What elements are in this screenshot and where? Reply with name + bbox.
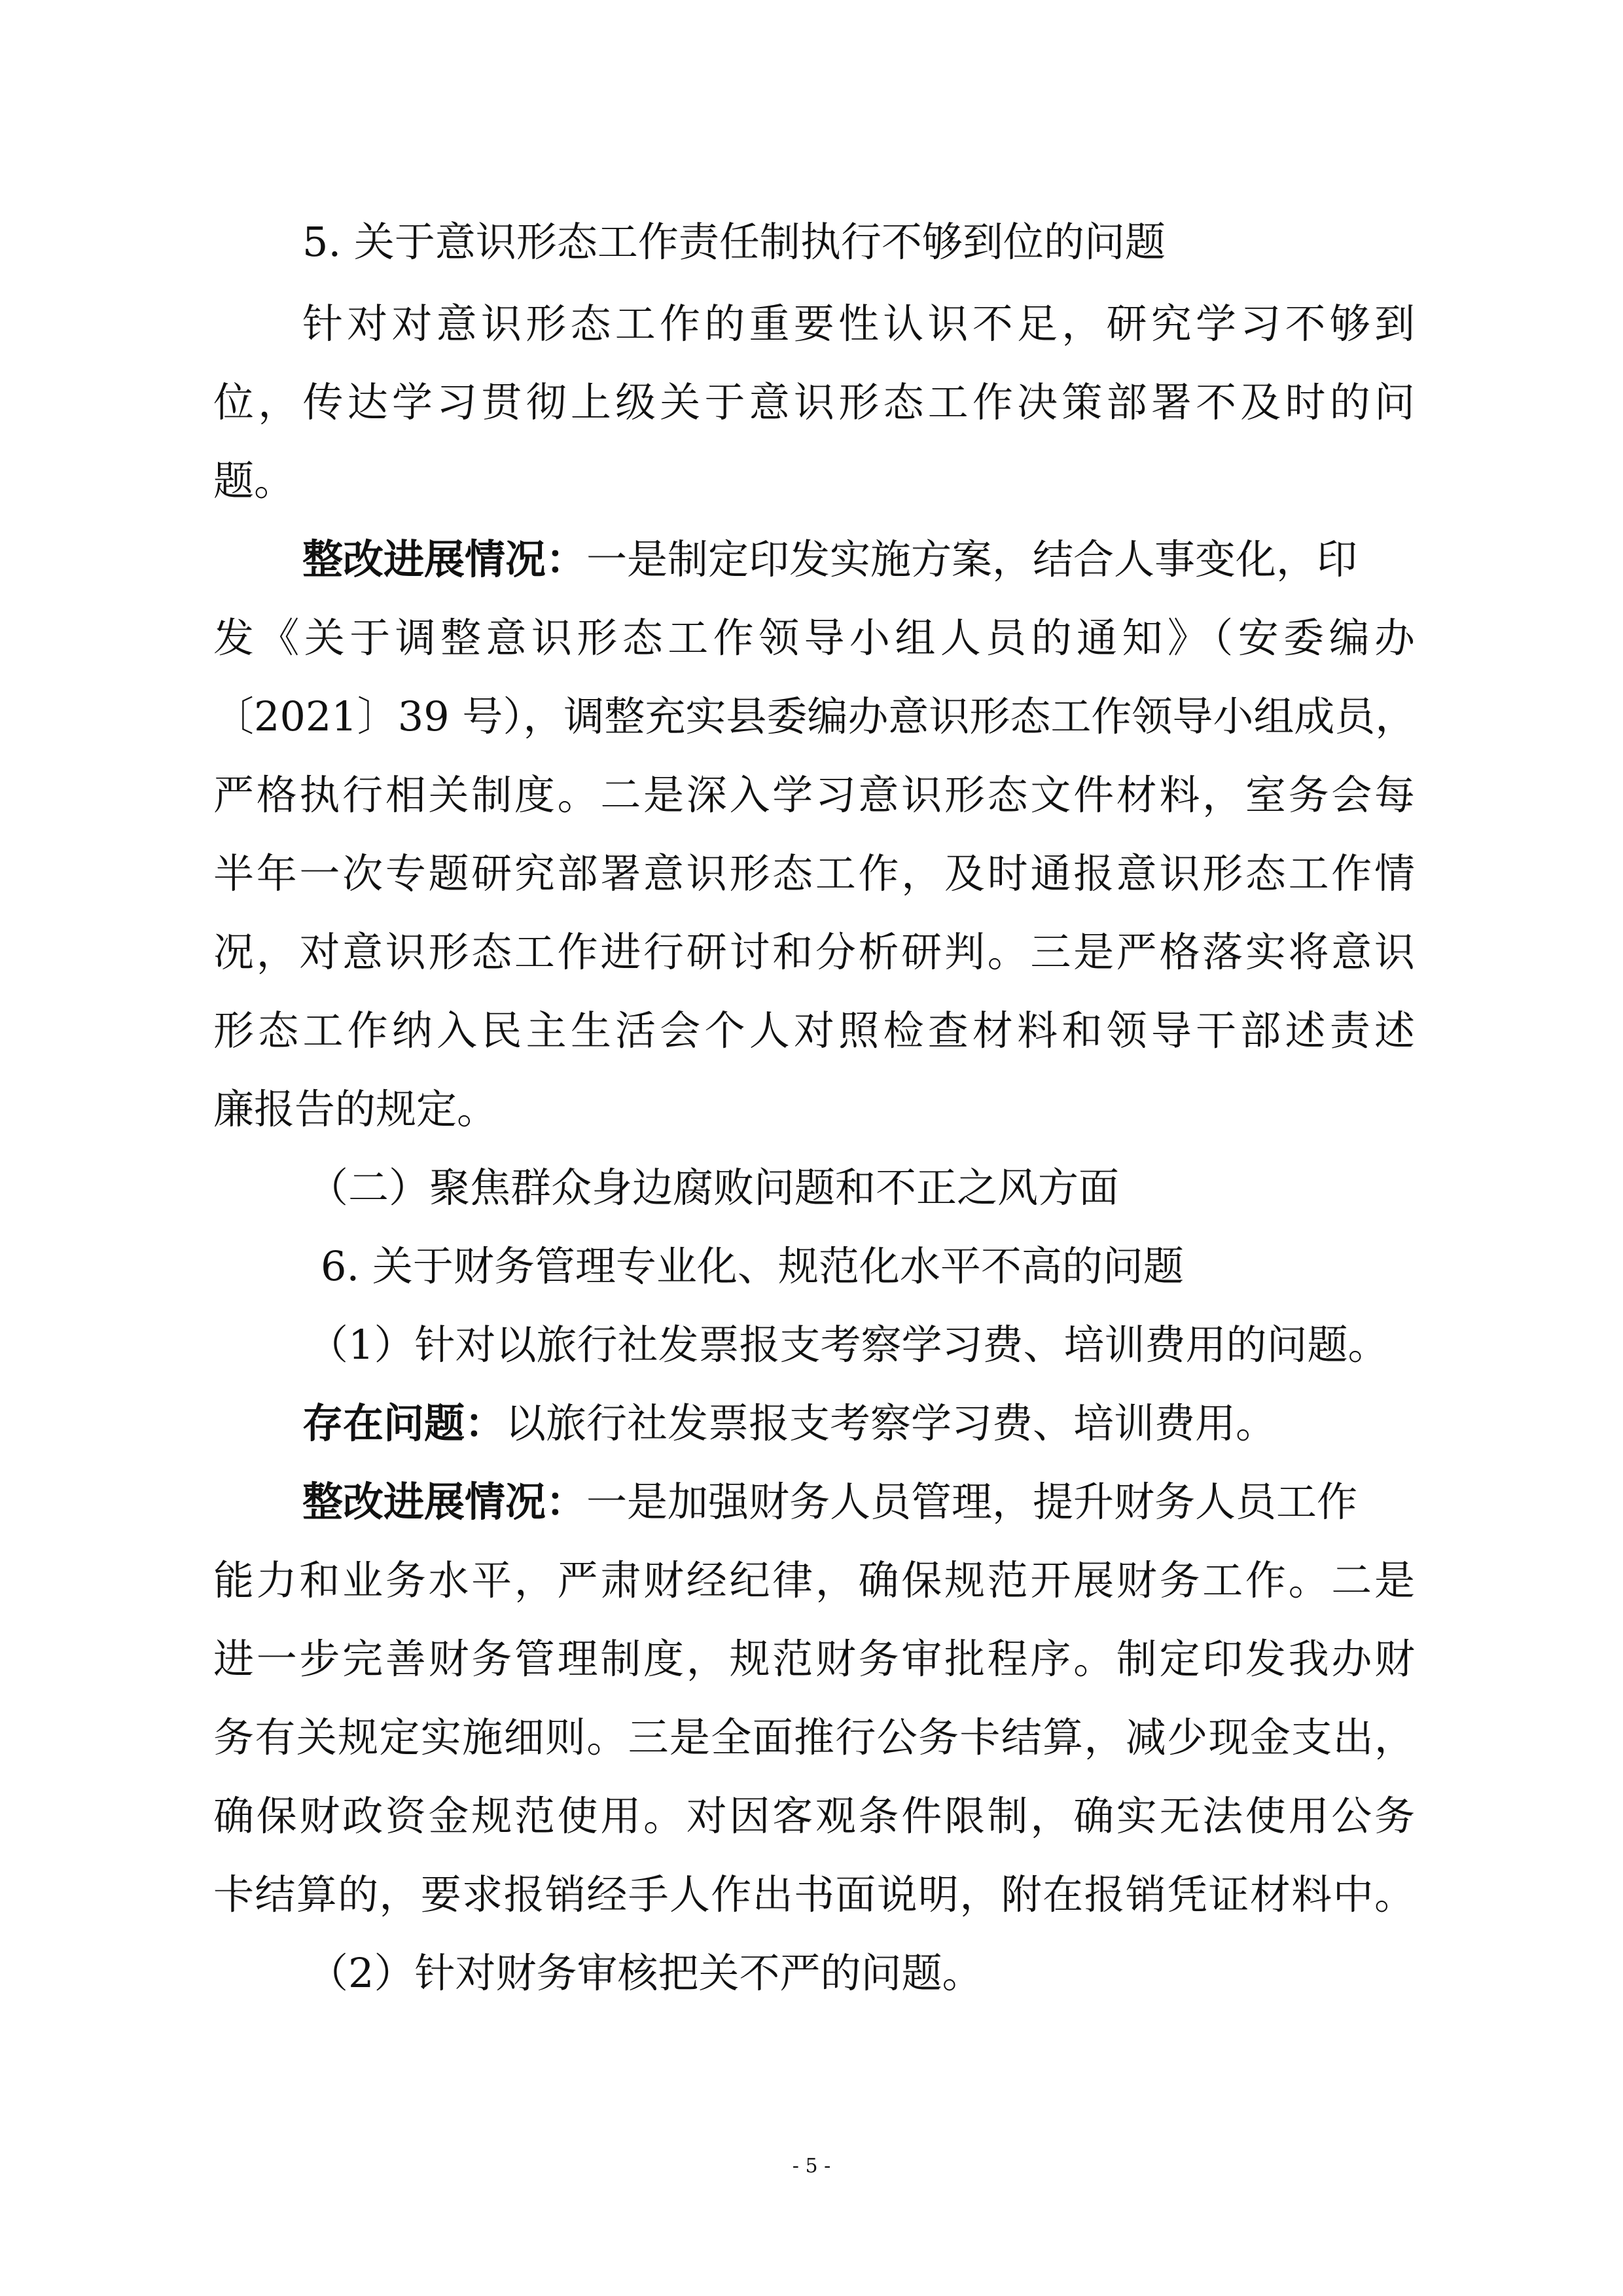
paragraph-line: 确保财政资金规范使用。对因客观条件限制，确实无法使用公务 [213,1792,1415,1840]
rectification-progress-label: 整改进展情况： [302,1478,587,1526]
paragraph-text: 以旅行社发票报支考察学习费、培训费用。 [505,1399,1277,1447]
section-heading-5: 5. 关于意识形态工作责任制执行不够到位的问题 [302,218,1166,266]
section-heading-2: （二）聚焦群众身边腐败问题和不正之风方面 [308,1164,1120,1211]
section-heading-6: 6. 关于财务管理专业化、规范化水平不高的问题 [321,1242,1184,1290]
paragraph-line: 况，对意识形态工作进行研讨和分析研判。三是严格落实将意识 [213,928,1415,976]
existing-problem-label: 存在问题： [302,1399,506,1447]
paragraph-text: 一是制定印发实施方案，结合人事变化，印 [586,535,1358,583]
paragraph-line: 针对对意识形态工作的重要性认识不足，研究学习不够到 [302,300,1415,348]
paragraph-line: 进一步完善财务管理制度，规范财务审批程序。制定印发我办财 [213,1635,1415,1683]
existing-problem-line [302,1397,1276,1450]
paragraph-line: 位，传达学习贯彻上级关于意识形态工作决策部署不及时的问 [213,378,1415,426]
paragraph-line: 能力和业务水平，严肃财经纪律，确保规范开展财务工作。二是 [213,1556,1415,1604]
paragraph-line: 卡结算的，要求报销经手人作出书面说明，附在报销凭证材料中。 [213,1871,1415,1918]
subsection-heading-1: （1）针对以旅行社发票报支考察学习费、培训费用的问题。 [308,1321,1389,1369]
rectification-progress-label: 整改进展情况： [302,535,587,583]
subsection-heading-2: （2）针对财务审核把关不严的问题。 [308,1949,983,1997]
paragraph-line: 形态工作纳入民主生活会个人对照检查材料和领导干部述责述 [213,1007,1415,1054]
paragraph-text: 一是加强财务人员管理，提升财务人员工作 [586,1478,1358,1526]
paragraph-line: 题。 [213,457,295,505]
paragraph-line: 〔2021〕39 号），调整充实县委编办意识形态工作领导小组成员， [213,692,1416,740]
paragraph-line: 半年一次专题研究部署意识形态工作，及时通报意识形态工作情 [213,850,1415,897]
paragraph-line: 务有关规定实施细则。三是全面推行公务卡结算，减少现金支出， [213,1713,1415,1761]
paragraph-line: 严格执行相关制度。二是深入学习意识形态文件材料，室务会每 [213,771,1415,819]
rectification-progress-line [302,1476,1357,1528]
paragraph-line: 廉报告的规定。 [213,1085,498,1133]
page-number: - 5 - [792,2155,831,2178]
paragraph-line: 发《关于调整意识形态工作领导小组人员的通知》（安委编办 [213,614,1415,662]
rectification-progress-line [302,533,1357,586]
